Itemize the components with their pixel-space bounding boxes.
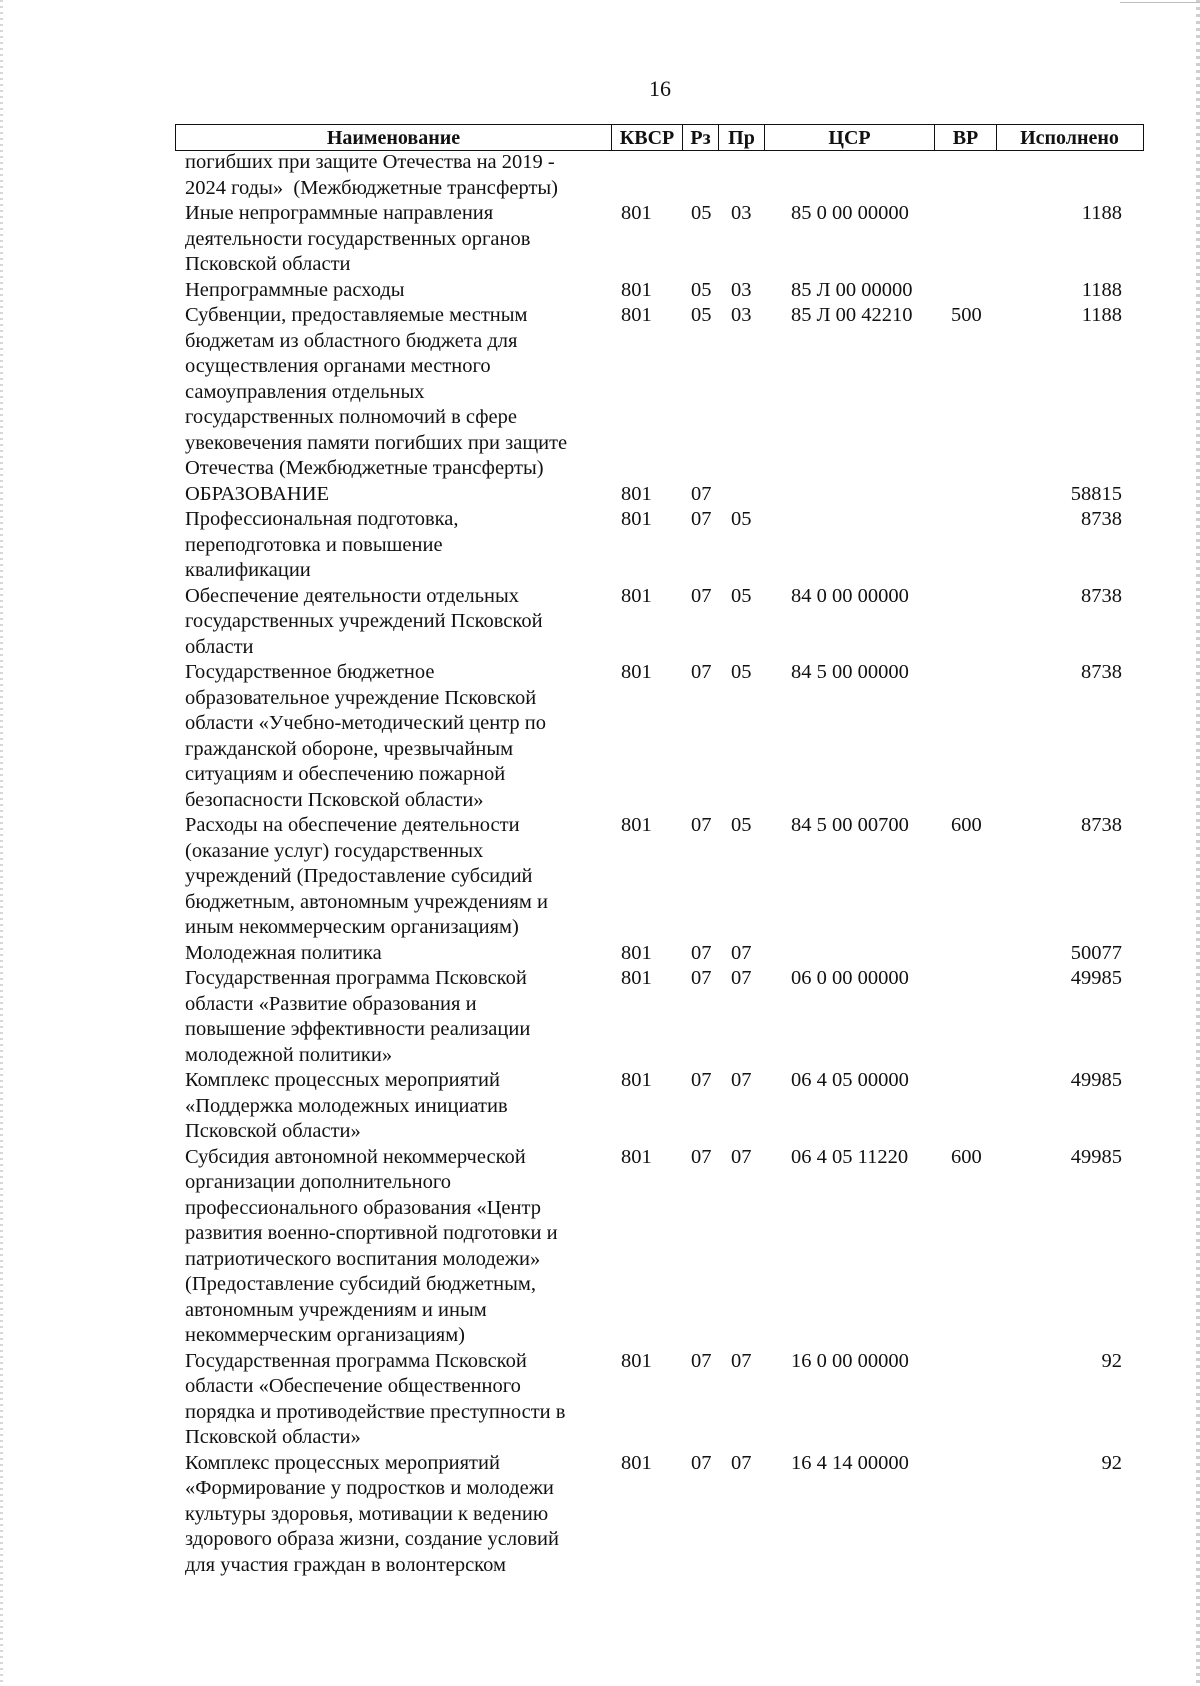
cell-kvsr: 801 — [621, 482, 652, 505]
cell-executed: 49985 — [1070, 1069, 1122, 1091]
cell-name-line: автономным учреждениям и иным — [185, 1298, 487, 1321]
cell-executed: 8738 — [1081, 508, 1122, 530]
cell-rz: 07 — [691, 1069, 712, 1091]
cell-executed: 1188 — [1081, 202, 1122, 224]
cell-kvsr: 801 — [621, 278, 652, 301]
cell-name — [185, 813, 621, 941]
cell-name-line: культуры здоровья, мотивации к ведению — [185, 1502, 549, 1525]
cell-name — [185, 507, 621, 584]
header-name: Наименование — [176, 125, 612, 150]
cell-name-line: области «Обеспечение общественного — [185, 1375, 521, 1397]
cell-pr: 03 — [731, 202, 752, 224]
cell-rz: 07 — [691, 482, 712, 505]
cell-name-line: государственных полномочий в сфере — [185, 406, 517, 428]
table-row — [185, 1451, 1130, 1579]
cell-name-line: погибших при защите Отечества на 2019 - — [185, 151, 555, 173]
cell-vr — [951, 941, 1011, 967]
cell-name — [185, 1349, 621, 1451]
cell-name-line: ОБРАЗОВАНИЕ — [185, 482, 330, 505]
cell-name-line: Расходы на обеспечение деятельности — [185, 814, 520, 836]
scan-edge-top — [1120, 2, 1200, 3]
cell-name-line: бюджетам из областного бюджета для — [185, 329, 518, 352]
cell-executed: 92 — [1101, 1451, 1122, 1474]
cell-executed: 49985 — [1070, 967, 1122, 989]
cell-vr — [951, 482, 1011, 508]
table-row — [185, 278, 1130, 304]
cell-name-line: переподготовка и повышение — [185, 533, 443, 556]
cell-csr — [791, 482, 951, 508]
cell-csr: 16 0 00 00000 — [791, 1349, 909, 1372]
cell-name-line: Псковской области — [185, 253, 351, 275]
cell-name-line: молодежной политики» — [185, 1043, 393, 1066]
table-row — [185, 507, 1130, 584]
cell-name-line: иным некоммерческим организациям) — [185, 916, 519, 938]
cell-name-line: Псковской области» — [185, 1120, 361, 1142]
scan-edge-right — [1196, 0, 1200, 1686]
cell-name-line: некоммерческим организациям) — [185, 1324, 465, 1346]
cell-name — [185, 303, 621, 482]
cell-kvsr: 801 — [621, 814, 652, 836]
cell-name-line: деятельности государственных органов — [185, 227, 531, 250]
cell-name-line: увековечения памяти погибших при защите — [185, 431, 568, 454]
cell-pr: 07 — [731, 941, 752, 964]
cell-name-line: бюджетным, автономным учреждениям и — [185, 890, 548, 913]
table-row — [185, 150, 1130, 201]
cell-rz: 07 — [691, 1145, 712, 1168]
cell-kvsr: 801 — [621, 1069, 652, 1091]
cell-vr — [951, 150, 1011, 201]
cell-name-line: Государственная программа Псковской — [185, 967, 527, 989]
cell-name-line: учреждений (Предоставление субсидий — [185, 865, 533, 887]
cell-vr: 600 — [951, 1145, 982, 1168]
cell-vr: 500 — [951, 304, 982, 326]
header-rz: Рз — [683, 125, 719, 150]
cell-rz — [691, 150, 731, 201]
cell-name-line: Молодежная политика — [185, 941, 382, 964]
cell-executed: 1188 — [1081, 278, 1122, 301]
table-row — [185, 1068, 1130, 1145]
cell-vr — [951, 201, 1011, 278]
page-number: 16 — [649, 76, 671, 101]
cell-name-line: Отечества (Межбюджетные трансферты) — [185, 457, 544, 479]
cell-csr: 84 0 00 00000 — [791, 584, 909, 607]
cell-name-line: Комплекс процессных мероприятий — [185, 1069, 500, 1091]
cell-name — [185, 1068, 621, 1145]
cell-vr — [951, 966, 1011, 1068]
cell-pr: 03 — [731, 304, 752, 326]
cell-pr: 05 — [731, 508, 752, 530]
cell-csr: 06 4 05 00000 — [791, 1069, 909, 1091]
header-executed: Исполнено — [1020, 126, 1119, 149]
cell-pr: 07 — [731, 967, 752, 989]
cell-name-line: профессионального образования «Центр — [185, 1196, 541, 1219]
cell-name — [185, 278, 621, 304]
cell-kvsr: 801 — [621, 941, 652, 964]
cell-name — [185, 201, 621, 278]
cell-csr: 84 5 00 00700 — [791, 814, 909, 836]
cell-csr: 16 4 14 00000 — [791, 1451, 909, 1474]
cell-executed: 1188 — [1081, 304, 1122, 326]
cell-pr: 07 — [731, 1451, 752, 1474]
cell-kvsr: 801 — [621, 1451, 652, 1474]
cell-rz: 07 — [691, 1451, 712, 1474]
cell-name — [185, 966, 621, 1068]
table-row — [185, 303, 1130, 482]
cell-rz: 07 — [691, 941, 712, 964]
cell-name-line: Государственная программа Псковской — [185, 1349, 527, 1372]
scan-edge-left — [0, 0, 3, 1686]
cell-vr — [951, 584, 1011, 661]
cell-vr: 600 — [951, 814, 982, 836]
table-row — [185, 584, 1130, 661]
cell-vr — [951, 507, 1011, 584]
cell-rz: 07 — [691, 661, 712, 683]
cell-pr: 05 — [731, 661, 752, 683]
cell-name-line: (оказание услуг) государственных — [185, 839, 484, 862]
cell-pr: 05 — [731, 584, 752, 607]
table-row — [185, 482, 1130, 508]
cell-name-line: осуществления органами местного — [185, 355, 491, 377]
cell-pr: 07 — [731, 1145, 752, 1168]
cell-name — [185, 150, 621, 201]
cell-executed: 49985 — [1070, 1145, 1122, 1168]
cell-name-line: Псковской области» — [185, 1426, 361, 1448]
cell-name — [185, 482, 621, 508]
cell-executed: 8738 — [1081, 584, 1122, 607]
cell-rz: 07 — [691, 1349, 712, 1372]
cell-pr: 05 — [731, 814, 752, 836]
cell-csr — [791, 150, 951, 201]
cell-executed — [1011, 150, 1122, 201]
cell-pr — [731, 150, 791, 201]
cell-kvsr: 801 — [621, 304, 652, 326]
cell-csr: 85 0 00 00000 — [791, 202, 909, 224]
table-row — [185, 660, 1130, 813]
cell-csr: 06 4 05 11220 — [791, 1145, 909, 1168]
cell-vr — [951, 1349, 1011, 1451]
cell-name-line: (Предоставление субсидий бюджетным, — [185, 1273, 536, 1295]
cell-vr — [951, 1451, 1011, 1579]
cell-pr: 03 — [731, 278, 752, 301]
cell-name — [185, 584, 621, 661]
header-vr: ВР — [935, 125, 997, 150]
cell-csr: 85 Л 00 00000 — [791, 278, 913, 301]
cell-kvsr: 801 — [621, 584, 652, 607]
table-row — [185, 201, 1130, 278]
cell-name-line: Государственное бюджетное — [185, 661, 435, 683]
cell-name — [185, 660, 621, 813]
cell-kvsr — [621, 150, 691, 201]
cell-csr: 84 5 00 00000 — [791, 661, 909, 683]
cell-csr: 85 Л 00 42210 — [791, 304, 913, 326]
table-row — [185, 1349, 1130, 1451]
cell-kvsr: 801 — [621, 202, 652, 224]
cell-executed: 8738 — [1081, 814, 1122, 836]
cell-executed: 58815 — [1070, 482, 1122, 505]
cell-csr — [791, 941, 951, 967]
cell-rz: 07 — [691, 814, 712, 836]
cell-name-line: «Формирование у подростков и молодежи — [185, 1477, 554, 1499]
cell-rz: 07 — [691, 967, 712, 989]
cell-rz: 05 — [691, 202, 712, 224]
cell-kvsr: 801 — [621, 508, 652, 530]
cell-rz: 07 — [691, 584, 712, 607]
table-row — [185, 941, 1130, 967]
cell-name-line: Непрограммные расходы — [185, 278, 405, 301]
cell-name-line: Иные непрограммные направления — [185, 202, 494, 224]
cell-pr — [731, 482, 791, 508]
cell-name-line: порядка и противодействие преступности в — [185, 1400, 566, 1423]
cell-name-line: здорового образа жизни, создание условий — [185, 1528, 559, 1550]
table-row — [185, 966, 1130, 1068]
cell-vr — [951, 660, 1011, 813]
cell-vr — [951, 1068, 1011, 1145]
cell-name-line: 2024 годы» (Межбюджетные трансферты) — [185, 176, 559, 199]
cell-executed: 92 — [1101, 1349, 1122, 1372]
cell-name-line: области «Учебно-методический центр по — [185, 712, 547, 734]
cell-name-line: Субвенции, предоставляемые местным — [185, 304, 528, 326]
cell-csr: 06 0 00 00000 — [791, 967, 909, 989]
cell-kvsr: 801 — [621, 967, 652, 989]
cell-name-line: повышение эффективности реализации — [185, 1018, 531, 1040]
cell-name-line: для участия граждан в волонтерском — [185, 1553, 506, 1576]
table-body — [185, 150, 1130, 1578]
cell-executed: 50077 — [1070, 941, 1122, 964]
cell-pr: 07 — [731, 1069, 752, 1091]
cell-rz: 07 — [691, 508, 712, 530]
cell-name — [185, 1451, 621, 1579]
cell-csr — [791, 507, 951, 584]
cell-vr — [951, 278, 1011, 304]
cell-name-line: образовательное учреждение Псковской — [185, 686, 537, 709]
header-csr: ЦСР — [765, 125, 935, 150]
cell-name-line: области — [185, 635, 254, 658]
cell-kvsr: 801 — [621, 1349, 652, 1372]
cell-name-line: самоуправления отдельных — [185, 380, 425, 403]
cell-name-line: организации дополнительного — [185, 1171, 451, 1193]
cell-name — [185, 941, 621, 967]
cell-name-line: Профессиональная подготовка, — [185, 508, 459, 530]
cell-name-line: квалификации — [185, 559, 311, 581]
cell-name-line: Комплекс процессных мероприятий — [185, 1451, 500, 1474]
cell-name-line: области «Развитие образования и — [185, 992, 477, 1015]
cell-pr: 07 — [731, 1349, 752, 1372]
cell-name-line: патриотического воспитания молодежи» — [185, 1247, 541, 1270]
cell-name-line: государственных учреждений Псковской — [185, 610, 543, 632]
cell-name-line: ситуациям и обеспечению пожарной — [185, 763, 506, 785]
cell-rz: 05 — [691, 278, 712, 301]
cell-name-line: развития военно-спортивной подготовки и — [185, 1222, 558, 1244]
cell-kvsr: 801 — [621, 1145, 652, 1168]
table-row — [185, 813, 1130, 941]
table-header — [175, 124, 1144, 151]
cell-name-line: Субсидия автономной некоммерческой — [185, 1145, 526, 1168]
cell-executed: 8738 — [1081, 661, 1122, 683]
header-pr: Пр — [719, 125, 765, 150]
cell-name — [185, 1145, 621, 1349]
cell-name-line: гражданской обороне, чрезвычайным — [185, 737, 514, 760]
cell-name-line: Обеспечение деятельности отдельных — [185, 584, 520, 607]
cell-name-line: безопасности Псковской области» — [185, 788, 484, 811]
table-row — [185, 1145, 1130, 1349]
header-kvsr: КВСР — [612, 125, 683, 150]
cell-rz: 05 — [691, 304, 712, 326]
cell-name-line: «Поддержка молодежных инициатив — [185, 1094, 508, 1117]
cell-kvsr: 801 — [621, 661, 652, 683]
